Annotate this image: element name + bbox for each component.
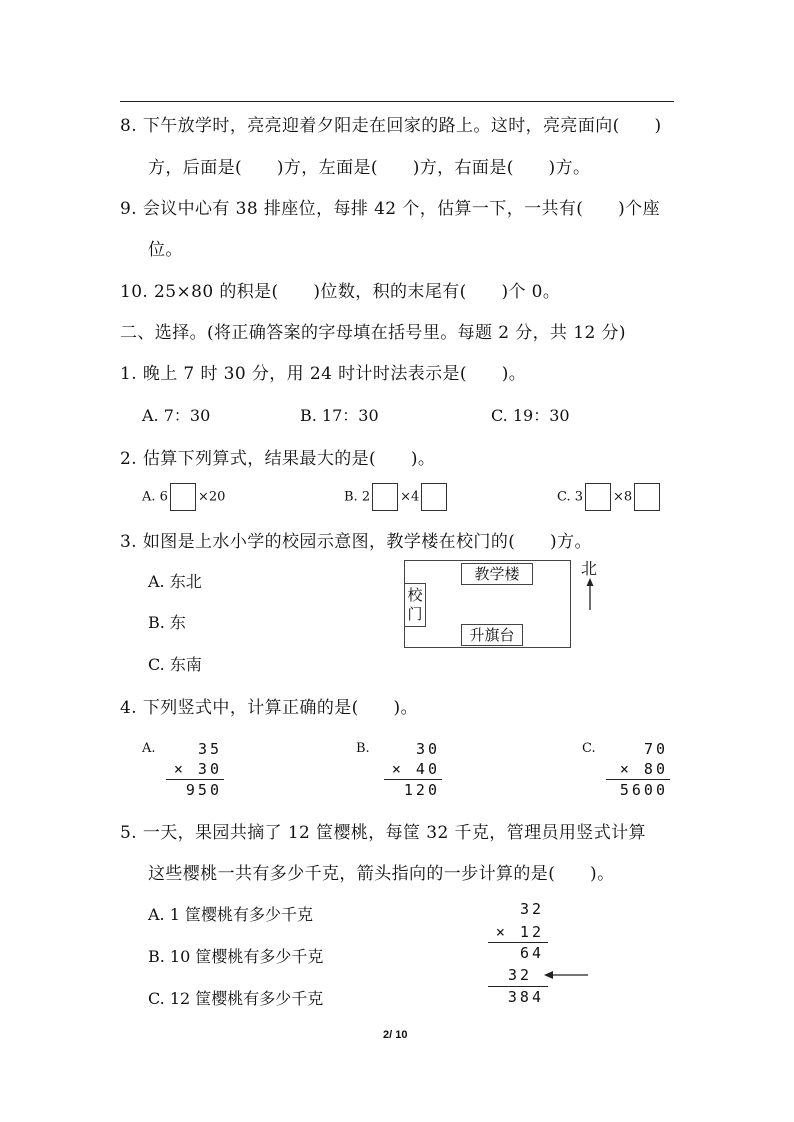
c4-a-rule [166,779,224,780]
c2-c-box1 [585,483,611,511]
c4-b-mul: × 40 [391,760,440,778]
c4-b-result: 120 [403,781,440,799]
c2-a-box [170,483,196,511]
map-north-label: 北 [581,559,598,578]
c4-b-rule [384,779,442,780]
q10-line1: 10. 25×80 的积是( )位数，积的末尾有( )个 0。 [120,282,561,302]
c4-b-label: B. [356,741,370,756]
c5-calc-top: 32 [519,900,544,918]
q8-line1: 8. 下午放学时，亮亮迎着夕阳走在回家的路上。这时，亮亮面向( ) [120,116,662,136]
q9-line2: 位。 [148,240,183,260]
map-gate-label: 校门 [404,583,426,627]
pointer-arrow-icon [544,968,588,982]
c2-b-prefix: B. 2 [344,489,371,505]
q8-line2: 方，后面是( )方，左面是( )方，右面是( )方。 [148,158,591,178]
c4-c-label: C. [582,741,596,756]
c2-option-b [344,483,449,511]
c4-c-mul: × 80 [619,760,668,778]
c2-a-suffix: ×20 [197,489,226,505]
c4-a-mul: × 30 [173,760,222,778]
c2-option-a [142,483,225,511]
c2-b-mid: ×4 [400,489,420,505]
c2-c-box2 [634,483,660,511]
c2-option-c [557,483,662,511]
section2-title: 二、选择。(将正确答案的字母填在括号里。每题 2 分，共 12 分) [120,323,626,343]
campus-map [404,560,571,648]
c4-a-label: A. [142,741,156,756]
north-arrow-icon [582,578,598,610]
c1-option-b: B. 17：30 [300,406,379,425]
c4-b-top: 30 [415,740,440,758]
c4-c-top: 70 [643,740,668,758]
c5-option-a: A. 1 筐樱桃有多少千克 [148,905,313,924]
page-number: 2/ 10 [383,1029,408,1041]
c2-c-mid: ×8 [613,489,633,505]
c4-c-result: 5600 [619,781,668,799]
c5-option-b: B. 10 筐樱桃有多少千克 [148,947,324,966]
c5-calc-partial2: 32 [507,966,532,984]
c4-c-rule [606,779,670,780]
c2-c-prefix: C. 3 [557,489,584,505]
q9-line1: 9. 会议中心有 38 排座位，每排 42 个，估算一下，一共有( )个座 [120,199,660,219]
c5-line1: 5. 一天，果园共摘了 12 筐樱桃，每筐 32 千克，管理员用竖式计算 [120,823,646,843]
c3-option-b: B. 东 [148,613,186,632]
c3-option-c: C. 东南 [148,655,202,674]
c5-calc-partial1: 64 [519,944,544,962]
c2-b-box1 [372,483,398,511]
c2-a-prefix: A. 6 [142,489,168,505]
c3-option-a: A. 东北 [148,572,202,591]
c4-a-result: 950 [185,781,222,799]
c4-stem: 4. 下列竖式中，计算正确的是( )。 [120,698,418,718]
c5-calc-rule1 [488,942,548,943]
map-building-label: 教学楼 [461,563,533,585]
c1-option-c: C. 19：30 [491,406,570,425]
c1-stem: 1. 晚上 7 时 30 分，用 24 时计时法表示是( )。 [120,364,527,384]
c5-line2: 这些樱桃一共有多少千克，箭头指向的一步计算的是( )。 [148,864,615,884]
c3-stem: 3. 如图是上水小学的校园示意图，教学楼在校门的( )方。 [120,532,592,552]
c5-option-c: C. 12 筐樱桃有多少千克 [148,989,324,1008]
header-rule [120,101,674,102]
c4-a-top: 35 [197,740,222,758]
c2-b-box2 [421,483,447,511]
map-flag-label: 升旗台 [461,624,523,646]
c5-calc-rule2 [488,986,548,987]
c5-calc-mul: × 12 [495,923,544,941]
c2-stem: 2. 估算下列算式，结果最大的是( )。 [120,449,436,469]
c5-calc-result: 384 [507,988,544,1006]
c1-option-a: A. 7：30 [142,406,211,425]
